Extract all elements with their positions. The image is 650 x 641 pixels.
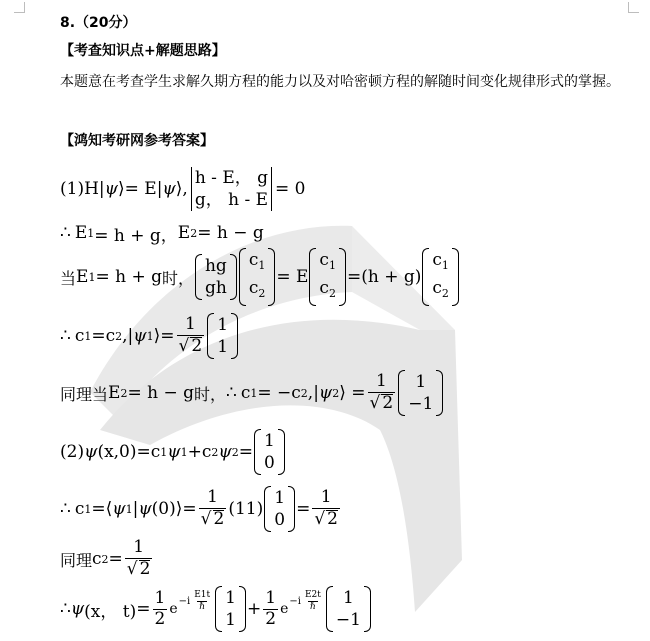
fraction: $\frac{1}{2}$ [154, 587, 166, 629]
hamiltonian-matrix: hg gh [195, 254, 237, 300]
equation-psi1: ∴ c 1 = c 2 , | ψ 1 ⟩ = $\frac{1}{√ 2}$ 1 1 [60, 309, 239, 363]
coefficient-vector: $c_1$ $c_2$ [309, 248, 346, 306]
fraction: $\frac{1}{√ 2}$ [126, 537, 151, 579]
equation-c1: ∴ c 1 = ⟨ ψ 1 | ψ (0) ⟩ = $\frac{1}{√ 2}$ (11) 1 0 = $\frac{1}{√ 2}$ [60, 487, 338, 530]
state-vector: 1 0 [254, 429, 285, 475]
exponential: e −i $\frac{E2t}{\text{ℏ}}$ [280, 590, 321, 617]
state-vector: 1 −1 [326, 586, 371, 632]
knowledge-heading: 【考查知识点+解题思路】 [60, 43, 226, 59]
equation-eigenvalues: ∴ E 1 = h + g， E 2 = h − g [60, 223, 264, 246]
coefficient-vector: $c_1$ $c_2$ [239, 248, 276, 306]
fraction: $\frac{1}{√ 2}$ [369, 371, 394, 413]
fraction: $\frac{1}{2}$ [265, 587, 277, 629]
fraction: $\frac{1}{√ 2}$ [178, 314, 203, 356]
knowledge-text: 本题意在考查学生求解久期方程的能力以及对哈密顿方程的解随时间变化规律形式的掌握。 [60, 74, 620, 90]
equation-secular: (1)H | ψ ⟩ = E | ψ ⟩, h - E， g g， h - E = 0 [60, 168, 306, 210]
equation-psi2: 同理当 E 2 = h − g 时， ∴ c 1 = − c 2 , | ψ 2 ⟩ = $\frac{1}{√ 2}$ 1 −1 [60, 366, 444, 420]
fraction: $\frac{1}{√ 2}$ [314, 487, 338, 529]
state-vector: 1 −1 [398, 370, 443, 416]
answer-heading: 【鸿知考研网参考答案】 [60, 133, 214, 149]
state-vector: 1 0 [264, 486, 295, 532]
equation-time-evolution: ∴ ψ (x， t) = $\frac{1}{2}$ e −i $\frac{E1t}{\text{ℏ}}$ 1 1 + $\frac{1}{2}$ e −i $\frac{E2t}{\text{ℏ}}$ 1 −1 [60, 582, 372, 636]
exponential: e −i $\frac{E1t}{\text{ℏ}}$ [169, 590, 211, 617]
state-vector: 1 1 [207, 313, 238, 359]
determinant: h - E， g g， h - E [189, 167, 274, 211]
fraction: $\frac{1}{√ 2}$ [200, 487, 225, 529]
equation-initial-state: (2) ψ (x,0) = c 1 ψ 1 + c 2 ψ 2 = 1 0 [60, 426, 286, 478]
state-vector: 1 1 [215, 586, 246, 632]
question-number: 8.（20分） [60, 15, 137, 31]
equation-matrix-e1: 当 E 1 = h + g 时， hg gh $c_1$ $c_2$ = E $c_1$ $c_2$ = (h + g) $c_1$ $c_2$ [60, 250, 460, 304]
equation-c2: 同理 c 2 = $\frac{1}{√ 2}$ [60, 537, 151, 579]
coefficient-vector: $c_1$ $c_2$ [422, 248, 459, 306]
